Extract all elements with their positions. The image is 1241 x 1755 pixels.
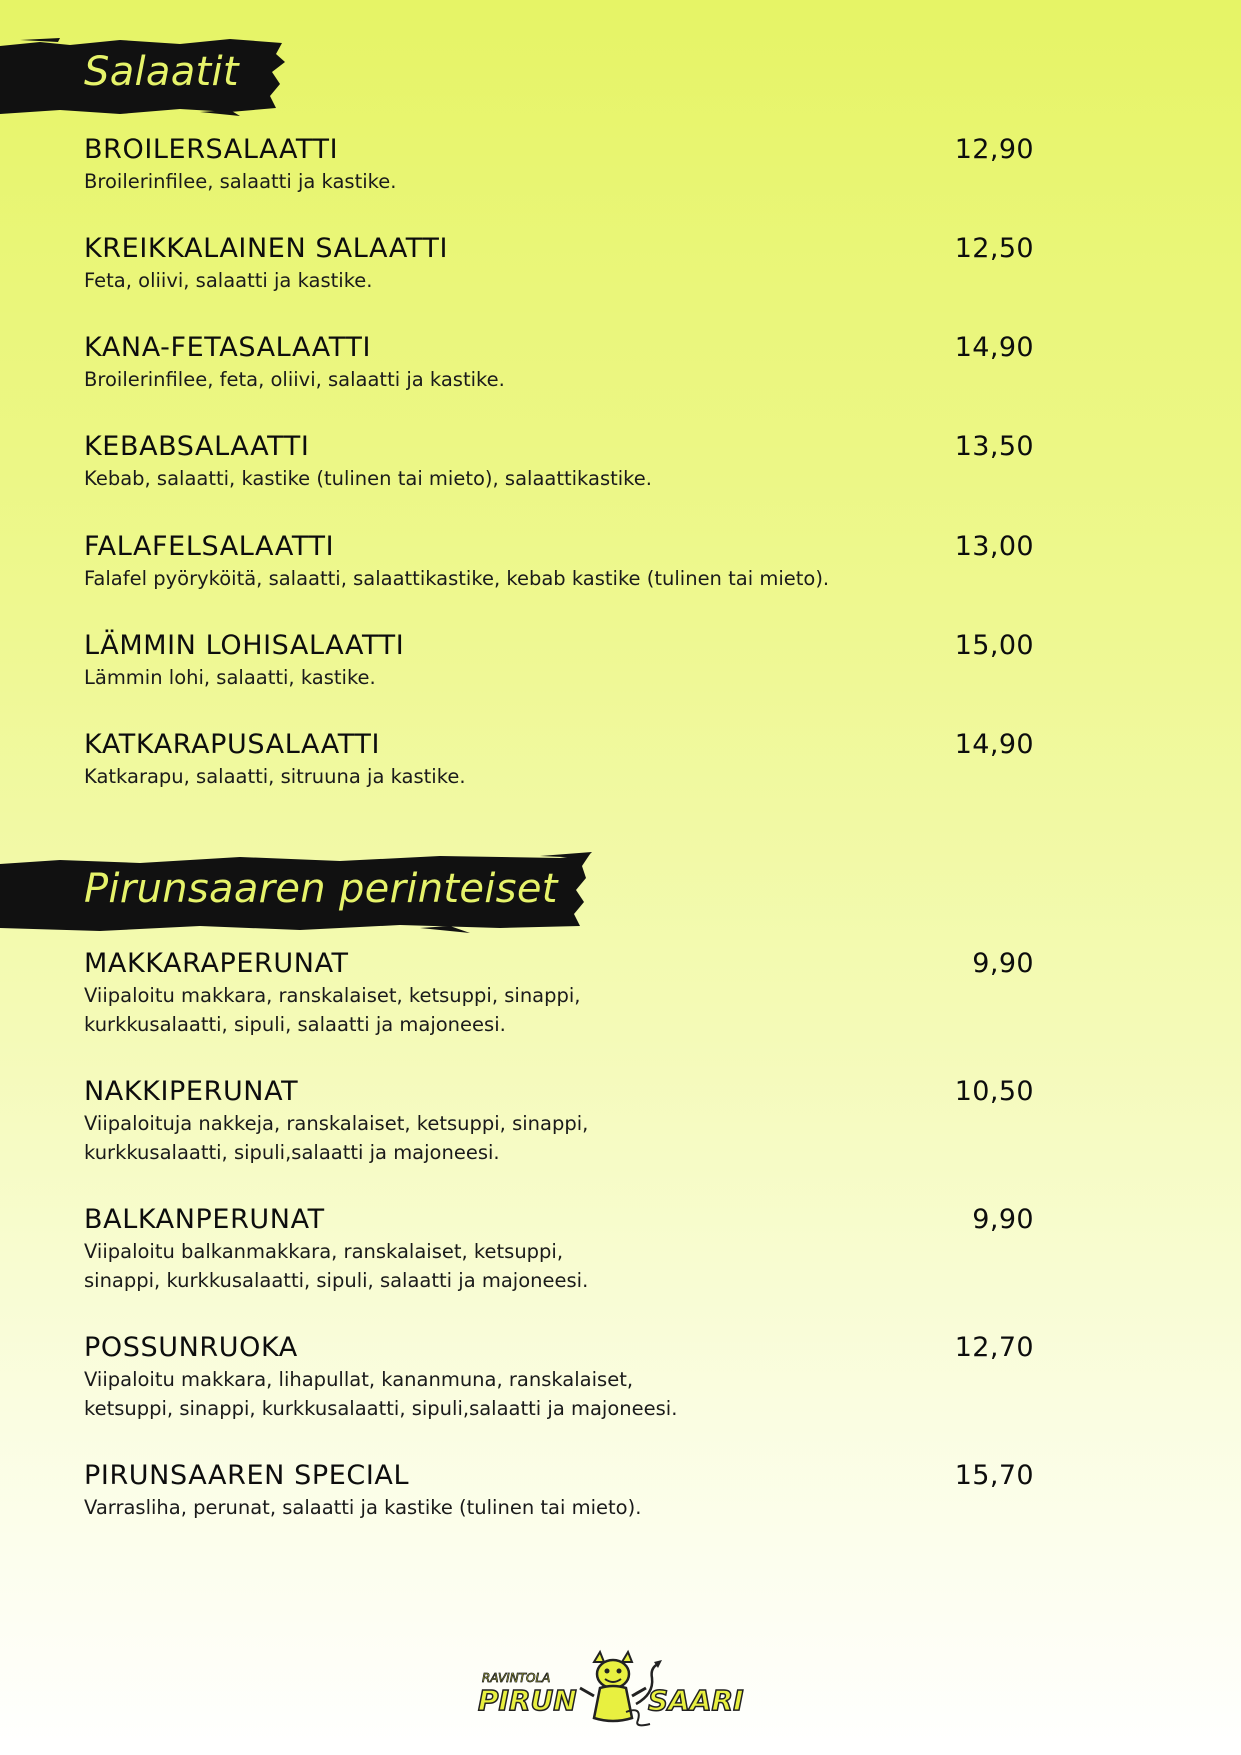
item-name: FALAFELSALAATTI: [84, 531, 335, 562]
menu-item: [84, 1460, 1034, 1560]
item-price: 14,90: [954, 332, 1034, 363]
item-price: 14,90: [954, 729, 1034, 760]
logo-small-text: RAVINTOLA: [482, 1671, 551, 1685]
devil-mascot-logo: [476, 1648, 766, 1728]
item-description: Feta, oliivi, salaatti ja kastike.: [84, 269, 373, 292]
item-name: PIRUNSAAREN SPECIAL: [84, 1460, 410, 1491]
item-price: 9,90: [972, 1204, 1034, 1235]
menu-item: [84, 332, 1034, 431]
item-description: Falafel pyöryköitä, salaatti, salaattikastike, kebab kastike (tulinen tai mieto).: [84, 567, 830, 590]
item-price: 12,70: [954, 1332, 1034, 1363]
item-name: BROILERSALAATTI: [84, 134, 339, 165]
item-price: 12,50: [954, 233, 1034, 264]
item-description: Lämmin lohi, salaatti, kastike.: [84, 666, 376, 689]
menu-item: [84, 431, 1034, 531]
item-name: NAKKIPERUNAT: [84, 1076, 299, 1107]
menu-list-pirunsaaren-perinteiset: [84, 948, 1034, 1560]
menu-item: [84, 1076, 1034, 1204]
item-description: Viipaloitu makkara, lihapullat, kananmuna, ranskalaiset, ketsuppi, sinappi, kurkkusalaatti, sipuli,salaatti ja majoneesi.: [84, 1368, 678, 1420]
item-price: 15,00: [954, 630, 1034, 661]
item-price: 15,70: [954, 1460, 1034, 1491]
item-name: KEBABSALAATTI: [84, 431, 310, 462]
item-description: Viipaloituja nakkeja, ranskalaiset, ketsuppi, sinappi, kurkkusalaatti, sipuli,salaatti ja majoneesi.: [84, 1112, 589, 1164]
menu-list-salaatit: [84, 134, 1034, 828]
section-banner-pirunsaaren-perinteiset: [0, 852, 600, 934]
logo-left-word: PIRUN: [478, 1684, 577, 1717]
item-description: Viipaloitu balkanmakkara, ranskalaiset, ketsuppi, sinappi, kurkkusalaatti, sipuli, salaatti ja majoneesi.: [84, 1240, 589, 1292]
item-name: KREIKKALAINEN SALAATTI: [84, 233, 449, 264]
item-name: KANA-FETASALAATTI: [84, 332, 372, 363]
item-price: 9,90: [972, 948, 1034, 979]
section-banner-salaatit: [0, 36, 300, 118]
item-name: BALKANPERUNAT: [84, 1204, 325, 1235]
item-price: 12,90: [954, 134, 1034, 165]
menu-item: [84, 1332, 1034, 1460]
item-description: Viipaloitu makkara, ranskalaiset, ketsuppi, sinappi, kurkkusalaatti, sipuli, salaatti ja majoneesi.: [84, 984, 581, 1036]
menu-item: [84, 729, 1034, 828]
item-description: Broilerinfilee, feta, oliivi, salaatti ja kastike.: [84, 368, 505, 391]
item-name: POSSUNRUOKA: [84, 1332, 298, 1363]
item-name: LÄMMIN LOHISALAATTI: [84, 630, 405, 661]
logo-right-word: SAARI: [648, 1684, 744, 1717]
item-description: Broilerinfilee, salaatti ja kastike.: [84, 170, 397, 193]
menu-item: [84, 948, 1034, 1076]
item-description: Varrasliha, perunat, salaatti ja kastike (tulinen tai mieto).: [84, 1496, 642, 1519]
item-description: Kebab, salaatti, kastike (tulinen tai mieto), salaattikastike.: [84, 467, 652, 490]
item-description: Katkarapu, salaatti, sitruuna ja kastike.: [84, 765, 466, 788]
item-name: MAKKARAPERUNAT: [84, 948, 349, 979]
item-price: 13,50: [954, 431, 1034, 462]
section-title: Pirunsaaren perinteiset: [84, 866, 558, 912]
menu-item: [84, 134, 1034, 233]
menu-item: [84, 233, 1034, 332]
item-price: 13,00: [954, 531, 1034, 562]
menu-item: [84, 630, 1034, 729]
item-price: 10,50: [954, 1076, 1034, 1107]
menu-item: [84, 531, 1034, 630]
menu-item: [84, 1204, 1034, 1332]
item-name: KATKARAPUSALAATTI: [84, 729, 381, 760]
section-title: Salaatit: [84, 49, 239, 95]
restaurant-logo: [476, 1648, 766, 1728]
